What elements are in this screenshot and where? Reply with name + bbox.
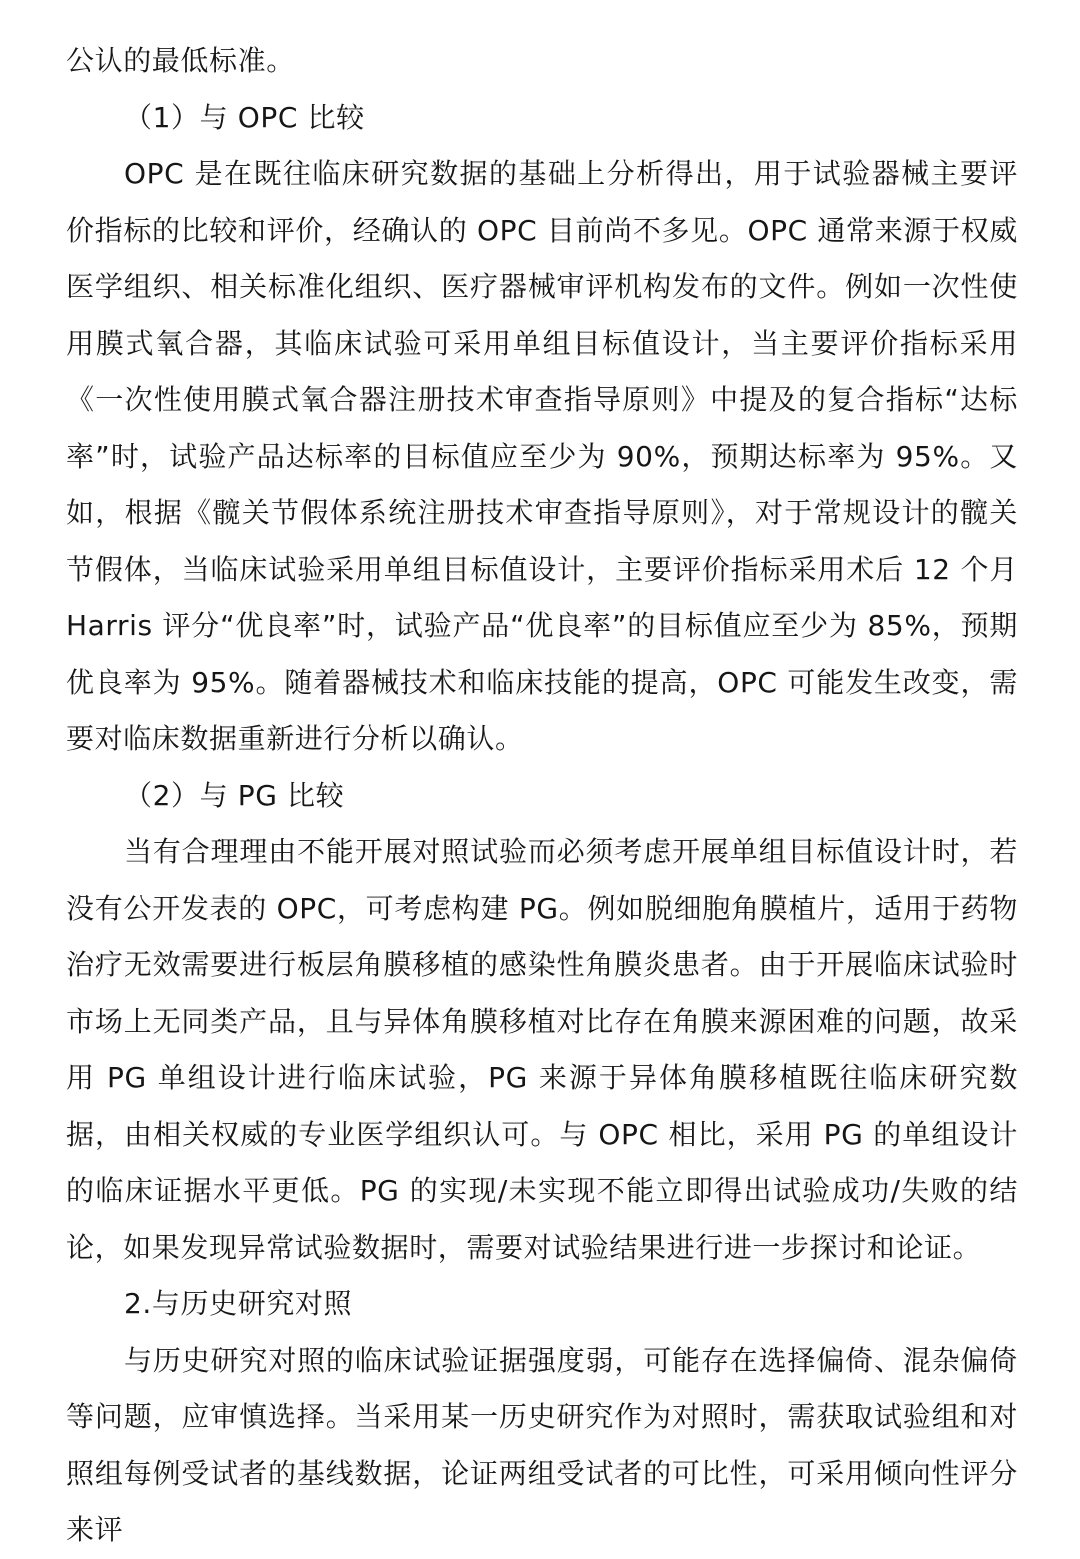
paragraph-historical-control: 与历史研究对照的临床试验证据强度弱，可能存在选择偏倚、混杂偏倚等问题，应审慎选择。当采用某一历史研究作为对照时，需获取试验组和对照组每例受试者的基线数据，论证两组受试者的可比性，可采用倾向性评分来评 — [66, 1343, 1018, 1546]
section-heading-historical-control: 2.与历史研究对照 — [124, 1287, 353, 1320]
section-heading-opc: （1）与 OPC 比较 — [124, 100, 365, 134]
paragraph-opc: OPC 是在既往临床研究数据的基础上分析得出，用于试验器械主要评价指标的比较和评价，经确认的 OPC 目前尚不多见。OPC 通常来源于权威医学组织、相关标准化组织、医疗器械审评机构发布的文件。例如一次性使用膜式氧合器，其临床试验可采用单组目标值设计，当主要评价指标采用《一次性使用膜式氧合器注册技术审查指导原则》中提及的复合指标“达标率”时，试验产品达标率的目标值应至少为 90%，预期达标率为 95%。又如，根据《髋关节假体系统注册技术审查指导原则》，对于常规设计的髋关节假体，当临床试验采用单组目标值设计，主要评价指标采用术后 12 个月 Harris 评分“优良率”时，试验产品“优良率”的目标值应至少为 85%，预期优良率为 95%。随着器械技术和临床技能的提高，OPC 可能发生改变，需要对临床数据重新进行分析以确认。 — [66, 157, 1018, 755]
paragraph-continuation: 公认的最低标准。 — [66, 44, 295, 77]
section-heading-pg: （2）与 PG 比较 — [124, 778, 345, 812]
paragraph-pg: 当有合理理由不能开展对照试验而必须考虑开展单组目标值设计时，若没有公开发表的 OPC，可考虑构建 PG。例如脱细胞角膜植片，适用于药物治疗无效需要进行板层角膜移植的感染性角膜炎患者。由于开展临床试验时市场上无同类产品，且与异体角膜移植对比存在角膜来源困难的问题，故采用 PG 单组设计进行临床试验，PG 来源于异体角膜移植既往临床研究数据，由相关权威的专业医学组织认可。与 OPC 相比，采用 PG 的单组设计的临床证据水平更低。PG 的实现/未实现不能立即得出试验成功/失败的结论，如果发现异常试验数据时，需要对试验结果进行进一步探讨和论证。 — [66, 835, 1018, 1264]
